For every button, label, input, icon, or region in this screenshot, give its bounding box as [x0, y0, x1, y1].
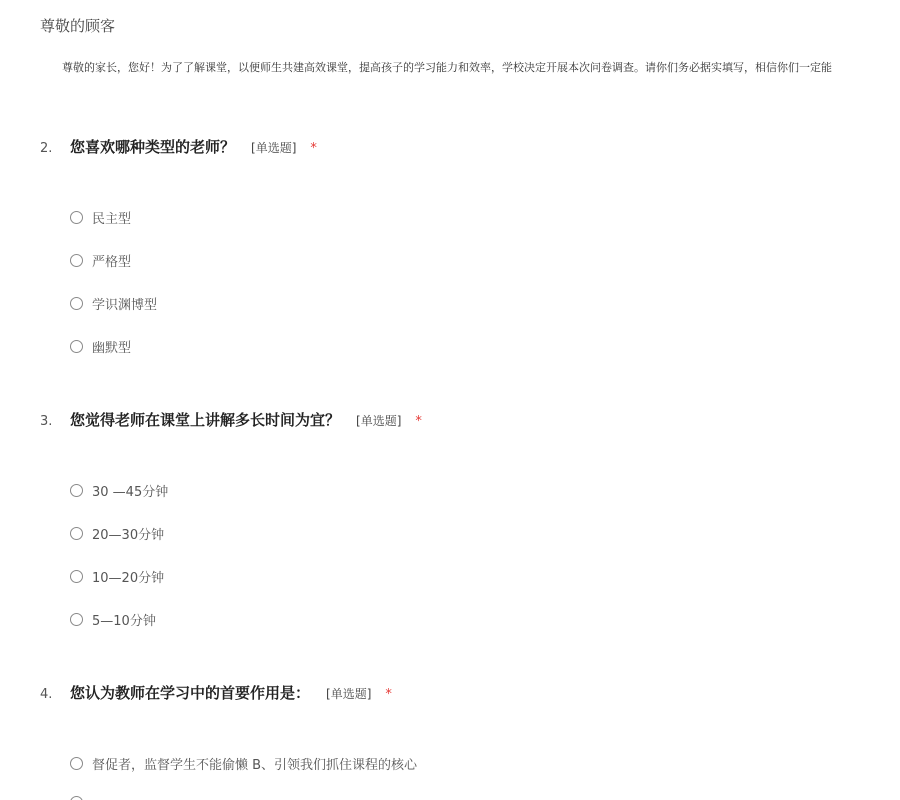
required-marker: * [310, 141, 317, 156]
radio-button[interactable] [70, 613, 83, 626]
radio-button[interactable] [70, 757, 83, 770]
option-q2-2[interactable] [70, 251, 131, 270]
question-type-label: [单选题] [326, 687, 372, 701]
option-q2-1[interactable] [70, 208, 131, 227]
question-number: 3. [40, 414, 53, 429]
radio-button[interactable] [70, 796, 83, 800]
option-label: 学识渊博型 [92, 298, 158, 313]
greeting-heading: 尊敬的顾客 [40, 17, 116, 35]
option-q3-1[interactable] [70, 481, 168, 500]
option-q3-2[interactable] [70, 524, 164, 543]
question-title: 您喜欢哪种类型的老师？ [70, 138, 236, 156]
radio-button[interactable] [70, 297, 83, 310]
question-2-header [40, 136, 317, 157]
option-label: 5—10分钟 [92, 614, 156, 629]
question-title: 您觉得老师在课堂上讲解多长时间为宜？ [70, 411, 341, 429]
radio-button[interactable] [70, 484, 83, 497]
option-label: 严格型 [92, 255, 132, 270]
question-title: 您认为教师在学习中的首要作用是： [70, 684, 311, 702]
radio-button[interactable] [70, 527, 83, 540]
option-label: 20—30分钟 [92, 528, 165, 543]
option-q3-4[interactable] [70, 610, 156, 629]
option-q4-2[interactable] [70, 796, 92, 800]
option-label: 督促者，监督学生不能偷懒 B、引领我们抓住课程的核心 [92, 758, 418, 773]
question-3-header [40, 409, 422, 430]
option-label: 10—20分钟 [92, 571, 165, 586]
radio-button[interactable] [70, 570, 83, 583]
radio-button[interactable] [70, 254, 83, 267]
question-4-header [40, 682, 392, 703]
option-q2-3[interactable] [70, 294, 157, 313]
question-type-label: [单选题] [356, 414, 402, 428]
required-marker: * [385, 687, 392, 702]
question-type-label: [单选题] [251, 141, 297, 155]
required-marker: * [415, 414, 422, 429]
option-q4-1[interactable] [70, 754, 417, 773]
question-number: 4. [40, 687, 53, 702]
option-q2-4[interactable] [70, 337, 131, 356]
option-label: 民主型 [92, 212, 132, 227]
radio-button[interactable] [70, 340, 83, 353]
radio-button[interactable] [70, 211, 83, 224]
option-label: 幽默型 [92, 341, 132, 356]
intro-text: 尊敬的家长，您好！为了了解课堂，以便师生共建高效课堂，提高孩子的学习能力和效率，学校决定开展本次问卷调查。请你们务必据实填写，相信你们一定能 [62, 61, 832, 74]
question-number: 2. [40, 141, 53, 156]
option-label: 30 —45分钟 [92, 485, 169, 500]
option-q3-3[interactable] [70, 567, 164, 586]
